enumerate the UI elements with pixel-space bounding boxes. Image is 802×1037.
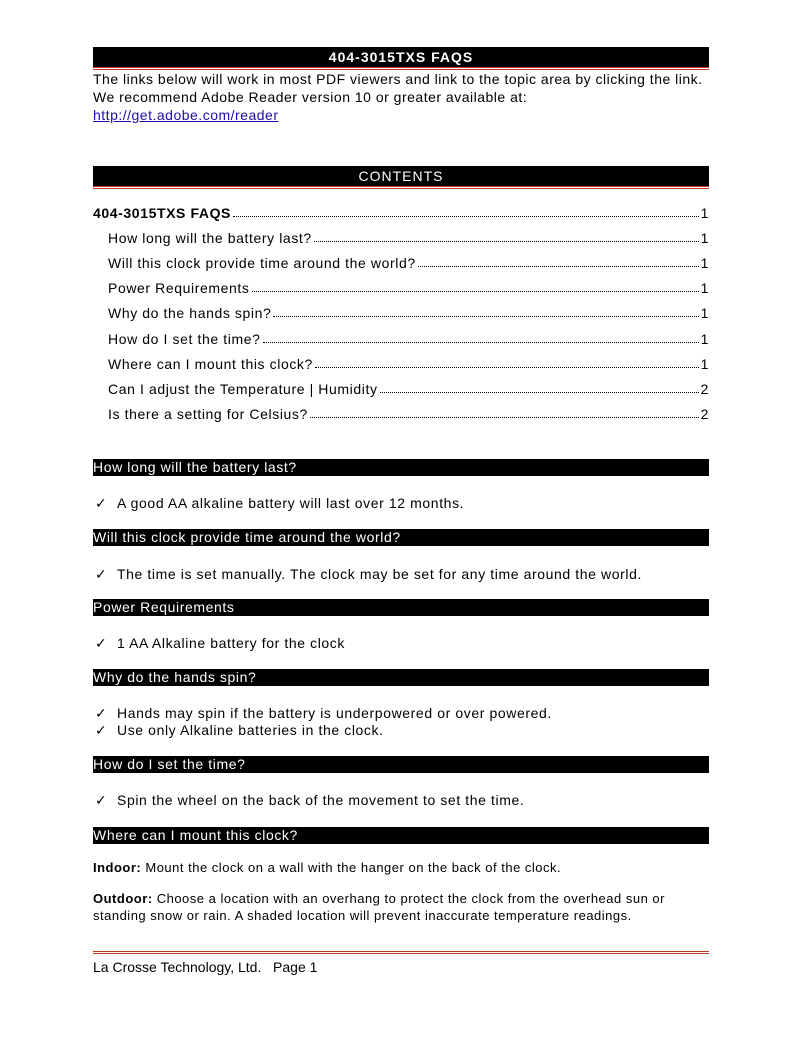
toc-entry-page: 1 (700, 305, 709, 321)
bullet-item (95, 565, 642, 583)
toc-leader-dots (314, 241, 699, 242)
section-heading-text: How do I set the time? (93, 756, 246, 772)
toc-entry-page: 1 (700, 280, 709, 296)
section-heading-power (93, 599, 709, 616)
bullet-item (95, 634, 345, 652)
intro-paragraph (93, 70, 709, 124)
section-heading-mount (93, 827, 709, 844)
bullet-item (95, 704, 552, 722)
checkmark-icon: ✓ (95, 635, 108, 651)
section-heading-battery (93, 459, 709, 476)
toc-leader-dots (263, 342, 699, 343)
section-heading-text: Power Requirements (93, 599, 235, 615)
toc-entry-power[interactable] (108, 278, 709, 296)
toc-entry-title: Will this clock provide time around the world? (108, 255, 416, 271)
toc-entry-spin[interactable] (108, 303, 709, 321)
section-heading-text: Where can I mount this clock? (93, 827, 298, 843)
contents-heading-bar (93, 166, 709, 186)
bullet-item (95, 721, 384, 739)
checkmark-icon: ✓ (95, 495, 108, 511)
toc-entry-page: 1 (700, 205, 709, 221)
contents-divider (93, 186, 709, 189)
indoor-text: Mount the clock on a wall with the hanger on the back of the clock. (141, 860, 562, 875)
footer-divider (93, 951, 709, 954)
toc-entry-page: 1 (700, 230, 709, 246)
toc-entry-title: Is there a setting for Celsius? (108, 406, 308, 422)
toc-entry-page: 2 (700, 381, 709, 397)
toc-entry-faqs[interactable] (93, 203, 709, 221)
toc-leader-dots (252, 291, 699, 292)
toc-entry-page: 1 (700, 255, 709, 271)
outdoor-text: Choose a location with an overhang to protect the clock from the overhead sun or standing snow or rain. A shaded location will prevent inaccurate temperature readings. (93, 891, 665, 923)
toc-entry-mount[interactable] (108, 354, 709, 372)
bullet-item (95, 791, 524, 809)
checkmark-icon: ✓ (95, 722, 108, 738)
checkmark-icon: ✓ (95, 566, 108, 582)
toc-leader-dots (418, 266, 699, 267)
toc-entry-title: 404-3015TXS FAQS (93, 205, 231, 221)
toc-leader-dots (233, 216, 699, 217)
document-title: 404-3015TXS FAQS (328, 49, 474, 65)
footer-text: La Crosse Technology, Ltd. Page 1 (93, 959, 318, 975)
section-heading-text: Will this clock provide time around the world? (93, 529, 401, 545)
outdoor-label: Outdoor: (93, 891, 153, 906)
page-footer (93, 959, 317, 975)
section-heading-text: How long will the battery last? (93, 459, 297, 475)
indoor-label: Indoor: (93, 860, 142, 875)
section-heading-text: Why do the hands spin? (93, 669, 257, 685)
bullet-text: Hands may spin if the battery is underpowered or over powered. (117, 705, 552, 721)
section-heading-world (93, 529, 709, 546)
toc-entry-title: Can I adjust the Temperature | Humidity (108, 381, 378, 397)
toc-entry-celsius[interactable] (108, 404, 709, 422)
bullet-text: Use only Alkaline batteries in the clock. (117, 722, 384, 738)
adobe-reader-link[interactable]: http://get.adobe.com/reader (93, 107, 279, 123)
bullet-item (95, 494, 464, 512)
bullet-text: Spin the wheel on the back of the movement to set the time. (117, 792, 525, 808)
toc-entry-page: 1 (700, 331, 709, 347)
toc-entry-title: Where can I mount this clock? (108, 356, 313, 372)
toc-entry-page: 1 (700, 356, 709, 372)
checkmark-icon: ✓ (95, 792, 108, 808)
contents-heading: CONTENTS (358, 168, 444, 184)
bullet-text: The time is set manually. The clock may be set for any time around the world. (117, 566, 643, 582)
toc-leader-dots (273, 316, 698, 317)
bullet-text: A good AA alkaline battery will last over 12 months. (117, 495, 465, 511)
toc-entry-title: Power Requirements (108, 280, 250, 296)
toc-entry-temperature[interactable] (108, 379, 709, 397)
toc-entry-battery[interactable] (108, 228, 709, 246)
toc-entry-settime[interactable] (108, 329, 709, 347)
checkmark-icon: ✓ (95, 705, 108, 721)
indoor-paragraph (93, 859, 709, 876)
outdoor-paragraph (93, 890, 709, 924)
toc-entry-title: Why do the hands spin? (108, 305, 272, 321)
toc-leader-dots (310, 417, 699, 418)
bullet-text: 1 AA Alkaline battery for the clock (117, 635, 346, 651)
toc-leader-dots (380, 392, 699, 393)
toc-entry-title: How long will the battery last? (108, 230, 312, 246)
toc-entry-title: How do I set the time? (108, 331, 261, 347)
section-heading-settime (93, 756, 709, 773)
toc-entry-world[interactable] (108, 253, 709, 271)
toc-leader-dots (315, 367, 699, 368)
intro-text: The links below will work in most PDF viewers and link to the topic area by clicking the link. We recommend Adobe Reader version 10 or greater available at: (93, 71, 703, 105)
document-title-bar (93, 47, 709, 67)
toc-entry-page: 2 (700, 406, 709, 422)
section-heading-spin (93, 669, 709, 686)
